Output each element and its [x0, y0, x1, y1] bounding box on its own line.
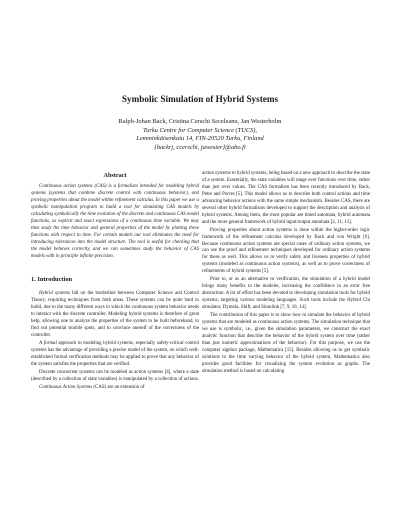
intro-p2-term: formal	[43, 341, 57, 347]
author-names: Ralph-Johan Back, Cristina Cerschi Seceleanu, Jan Westerholm	[118, 118, 282, 125]
author-email: {backrj, ccerschi, jawester}@abo.fi	[154, 143, 246, 151]
intro-p2-body: approach to modeling hybrid systems, especially safety-critical control systems has the advantage of providing a precise model of the system, on which well-established formal verification methods may be applied to prove that any behavior of the system satisfies the properties that are verified.	[31, 341, 200, 368]
abstract-heading: Abstract	[103, 172, 127, 179]
right-paragraph-3: Prior to, or as an alternative to verification, the simulation of a hybrid model brings many benefits to the modeler, increasing the confidence in an error free abstraction. A lot of effort has been devoted to developing simulation tools for hybrid systems, targeting various modeling languages. Such tools include the Hybrid Chi simulator, Dymola, Shift, and Simulink [7, 9, 10, 14].	[202, 277, 370, 311]
right-paragraph-4: The contribution of this paper is to show how to simulate the behavior of hybrid systems that are modeled as continuous action systems. The simulation technique that we use is symbolic, i.e., given the simulation parameters, we construct the exact analytic function that describe the behavior of the hybrid system over time (rather than just numeric approximations of the behavior). For this purpose, we use the computer algebra package, Mathematica [15]. Besides allowing us to get symbolic solutions to the time varying behavior of the hybrid system, Mathematica also provides good facilities for visualizing the system evolution as graphs. The simulation method is based on calculating	[202, 313, 370, 374]
intro-paragraph-2	[31, 341, 199, 369]
abstract-text: Continuous action systems (CAS) is a formalism intended for modeling hybrid systems (systems that combine discrete control with continuous behavior), and proving properties about the model within refinement calculus. In this paper we use a symbolic manipulation program to build a tool for simulating CAS models by calculating symbolically the time evolution of the discrete and continuous CAS model functions, as explicit and exact expressions of a continuous time variable. We may then study the time behavior and general properties of the model by plotting these functions with respect to time. For certain models our tool eliminates the need for introducing tolerances into the model structure. The tool is useful for checking that the model behaves correctly, and we can sometimes study the behavior of CAS models with in principle infinite precision.	[31, 184, 199, 259]
right-paragraph-1: action systems to hybrid systems, being based on a new approach to describe the state of a system. Essentially, the state variables will range over functions over time, rather than just over values. The CAS formalism has been recently introduced by Back, Petre and Porres [5]. This model allows us to describe both control actions and time advancing behavior actions with the same simple mechanism. Besides CAS, there are several other hybrid formalisms developed to support the description and analysis of hybrid systems. Among them, the most popular are timed automata, hybrid automata and the more general framework of hybrid input/output automata [2, 11, 13].	[202, 171, 371, 225]
affiliation-line-1: Turku Centre for Computer Science (TUCS),	[142, 126, 258, 134]
paper-title: Symbolic Simulation of Hybrid Systems	[121, 94, 279, 104]
left-column	[31, 172, 199, 392]
intro-p4-term: Continuous Action Systems	[39, 384, 93, 390]
right-column	[202, 171, 370, 376]
section-heading-introduction: 1. Introduction	[31, 276, 73, 284]
intro-paragraph-3: Discrete concurrent systems can be modeled as action systems [4], where a state (described by a collection of state variables) is manipulated by a collection of actions.	[31, 369, 199, 382]
intro-p1-term: Hybrid systems	[39, 291, 70, 297]
intro-paragraph-4	[31, 385, 199, 392]
intro-p1-body: fall on the borderline between Computer Science and Control Theory, requiring techniques from both areas. These systems can be quite hard to build, due to the many different ways in which the continuous system behavior needs to interact with the discrete controller. Modeling hybrid systems is therefore of great help, allowing one to analyze the properties of the system to be built beforehand, to find out potential trouble spots, and to convince oneself of the correctness of the controller.	[31, 291, 199, 339]
intro-p4-body: (CAS) are an extension of	[92, 384, 145, 390]
intro-p2-lead: A	[39, 341, 44, 347]
intro-paragraph-1	[31, 291, 199, 340]
affiliation-line-2: Lemminkäisenkatu 14, FIN-20520 Turku, Finland	[136, 135, 264, 143]
author-block	[0, 118, 400, 152]
right-paragraph-2: Proving properties about action systems is done within the higher-order logic framework of the refinement calculus developed by Back and von Wright [6]. Because continuous action systems are special cases of ordinary action systems, we can use the proof and refinement techniques developed for ordinary action systems for these as well. This allows us to verify safety and liveness properties of hybrid systems (modeled as continuous action systems), as well as to prove correctness of refinements of hybrid systems [5].	[202, 227, 370, 275]
